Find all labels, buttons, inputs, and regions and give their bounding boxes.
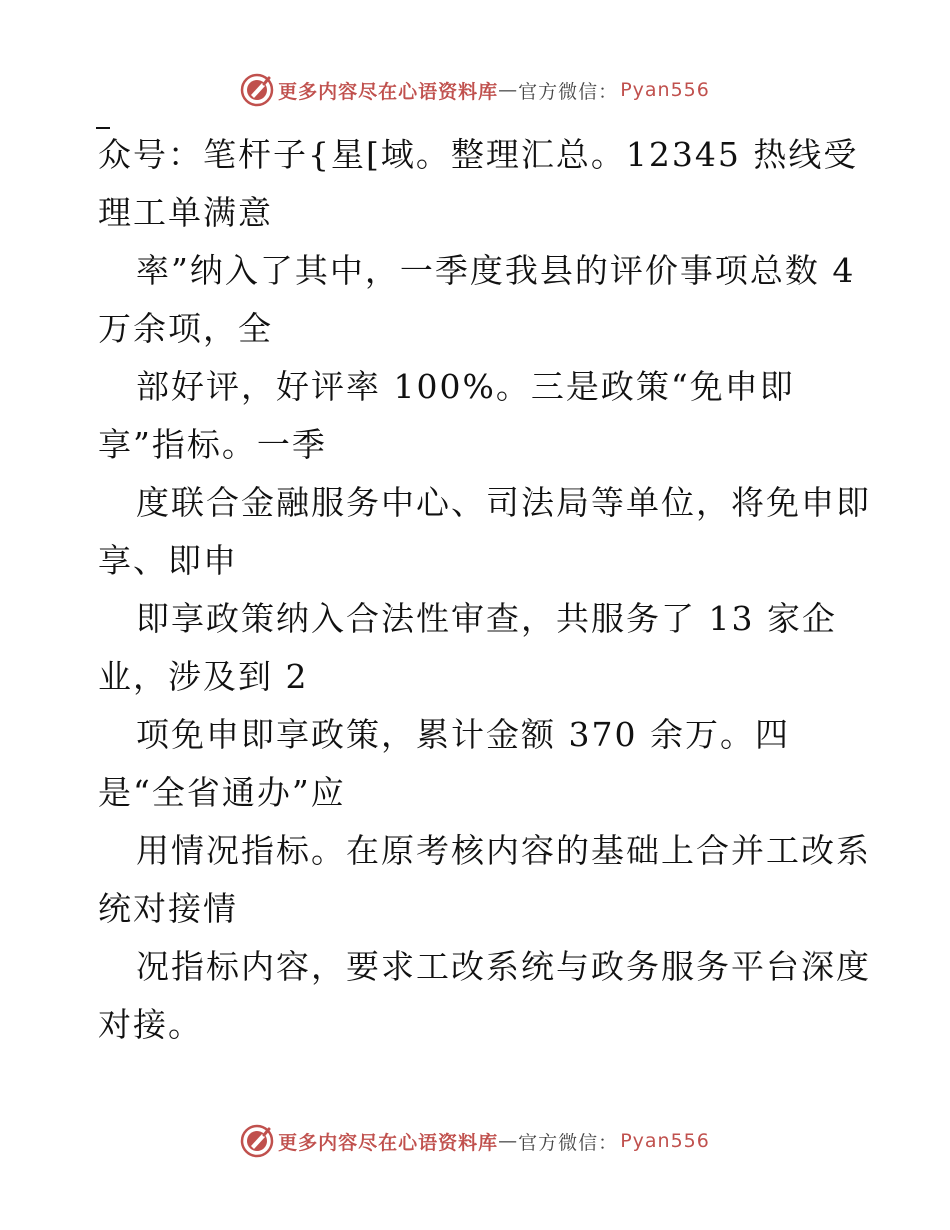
banner-dash: — <box>498 1130 519 1152</box>
body-line: 部好评，好评率 100%。三是政策“免申即 <box>136 367 795 406</box>
body-line: 度联合金融服务中心、司法局等单位，将免申即 <box>136 483 871 522</box>
body-line: 享、即申 <box>98 541 238 580</box>
body-line: 用情况指标。在原考核内容的基础上合并工改系 <box>136 831 871 870</box>
body-line: 项免申即享政策，累计金额 370 余万。四 <box>136 715 790 754</box>
body-line: 对接。 <box>98 1005 203 1044</box>
official-wechat-label: 官方微信： <box>518 80 619 103</box>
body-line: 统对接情 <box>98 889 238 928</box>
body-line: 业，涉及到 2 <box>98 657 309 696</box>
body-line: 况指标内容，要求工改系统与政务服务平台深度 <box>136 947 871 986</box>
body-line: 理工单满意 <box>98 193 273 232</box>
body-line: 即享政策纳入合法性审查，共服务了 13 家企 <box>136 599 837 638</box>
banner-dash: — <box>498 79 519 101</box>
official-wechat-label: 官方微信： <box>518 1131 619 1154</box>
wechat-id: Pyan556 <box>620 79 710 101</box>
body-line: 众号：笔杆子{星[域。整理汇总。12345 热线受 <box>98 135 859 174</box>
site-name: 更多内容尽在心语资料库 <box>278 80 499 103</box>
pen-seal-icon <box>240 1124 274 1158</box>
document-body <box>98 126 871 1054</box>
wechat-id: Pyan556 <box>620 1130 710 1152</box>
header-banner <box>0 70 950 110</box>
body-line: 享”指标。一季 <box>98 425 327 464</box>
pen-seal-icon <box>240 73 274 107</box>
footer-banner <box>0 1121 950 1161</box>
body-line: 是“全省通办”应 <box>98 773 346 812</box>
site-name: 更多内容尽在心语资料库 <box>278 1131 499 1154</box>
body-line: 率”纳入了其中，一季度我县的评价事项总数 4 <box>136 251 856 290</box>
body-line: 万余项，全 <box>98 309 273 348</box>
